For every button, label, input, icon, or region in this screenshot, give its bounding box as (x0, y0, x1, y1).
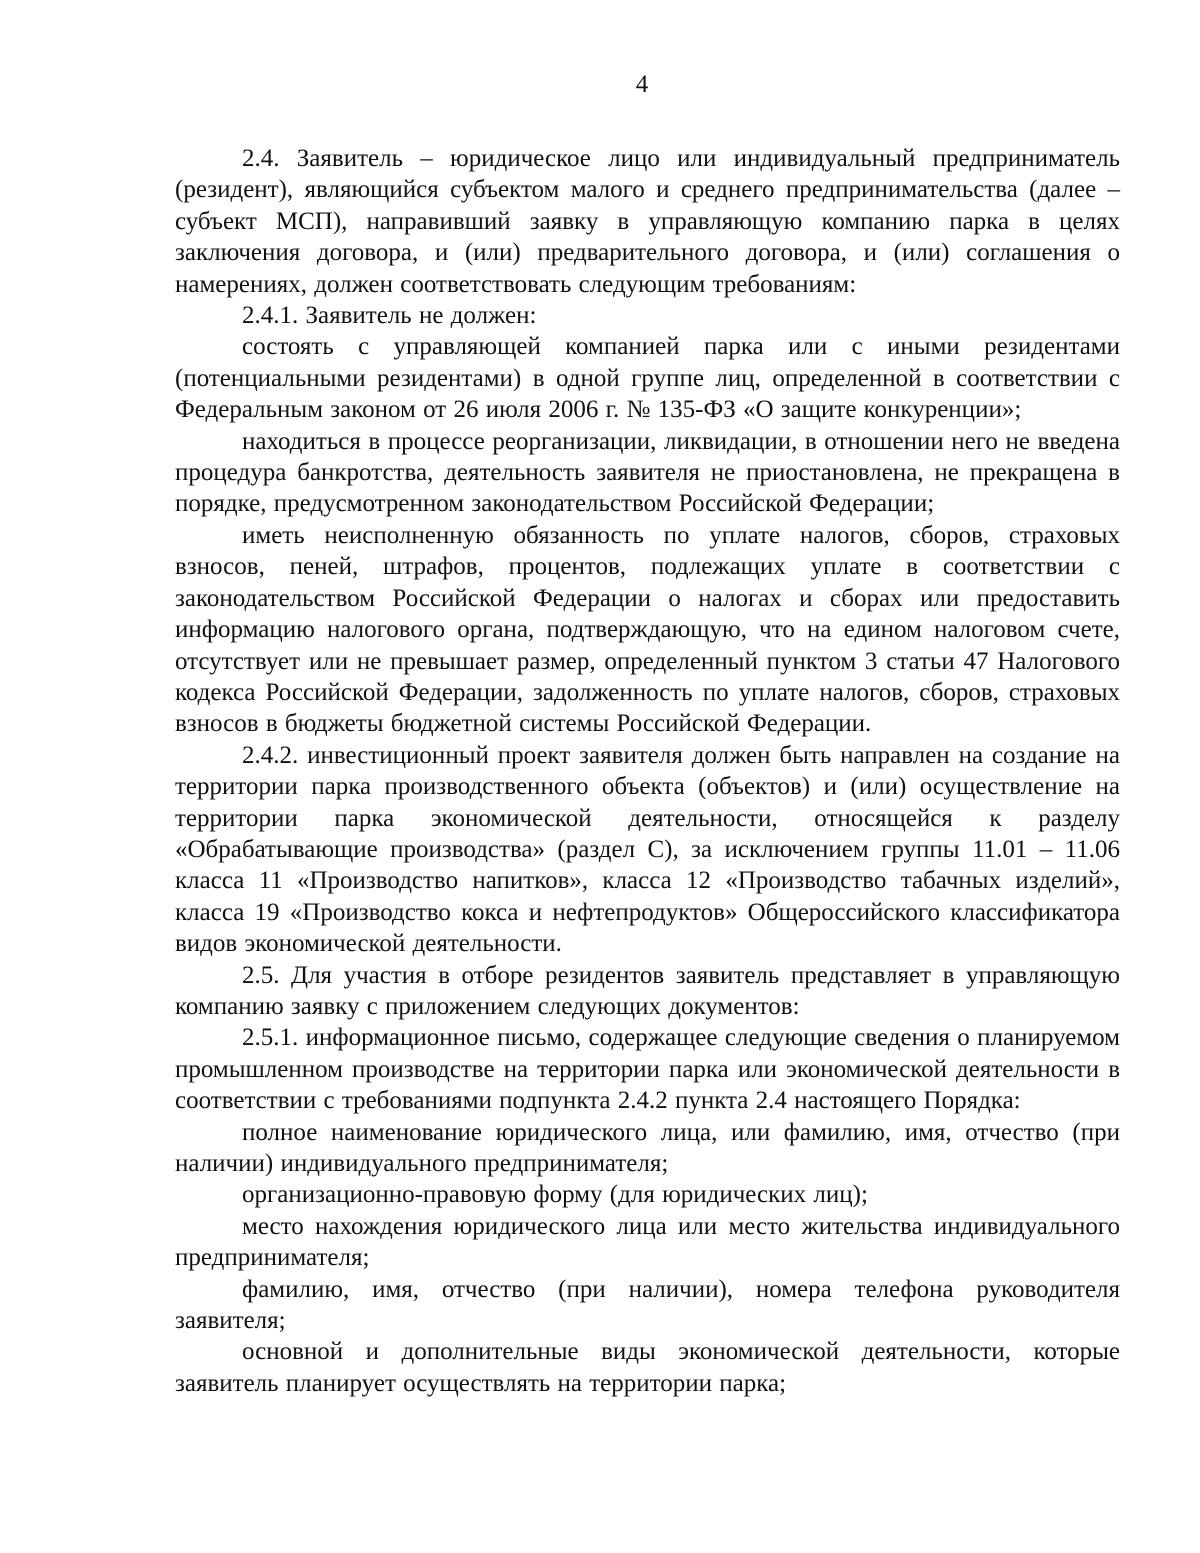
paragraph-reorganization: находиться в процессе реорганизации, ликвидации, в отношении него не введена процедура банкротства, деятельность заявителя не приостановлена, не прекращена в порядке, предусмотренном законодательством Российской Федерации; (175, 427, 1120, 518)
page-number: 4 (635, 71, 649, 98)
paragraph-2-5-1: 2.5.1. информационное письмо, содержащее следующие сведения о планируемом промышленном производстве на территории парка или экономической деятельности в соответствии с требованиями подпункта 2.4.2 пункта 2.4 настоящего Порядка: (175, 1024, 1120, 1115)
paragraph-location: место нахождения юридического лица или место жительства индивидуального предпринимателя; (175, 1212, 1120, 1272)
paragraph-full-name: полное наименование юридического лица, или фамилию, имя, отчество (при наличии) индивидуального предпринимателя; (175, 1118, 1120, 1177)
document-body (175, 143, 1120, 1399)
paragraph-head-contact: фамилию, имя, отчество (при наличии), номера телефона руководителя заявителя; (175, 1275, 1120, 1335)
paragraph-group-of-persons: состоять с управляющей компанией парка или с иными резидентами (потенциальными резидентами) в одной группе лиц, определенной в соответствии с Федеральным законом от 26 июля 2006 г. № 135-ФЗ «О защите конкуренции»; (175, 333, 1120, 424)
paragraph-2-4: 2.4. Заявитель – юридическое лицо или индивидуальный предприниматель (резидент), являющийся субъектом малого и среднего предпринимательства (далее – субъект МСП), направивший заявку в управляющую компанию парка в целях заключения договора, и (или) предварительного договора, и (или) соглашения о намерениях, должен соответствовать следующим требованиям: (175, 145, 1120, 298)
paragraph-2-4-1: 2.4.1. Заявитель не должен: (242, 302, 537, 330)
paragraph-tax-obligations: иметь неисполненную обязанность по уплате налогов, сборов, страховых взносов, пеней, штрафов, процентов, подлежащих уплате в соответствии с законодательством Российской Федерации о налогах и сборах или предоставить информацию налогового органа, подтверждающую, что на едином налоговом счете, отсутствует или не превышает размер, определенный пунктом 3 статьи 47 Налогового кодекса Российской Федерации, задолженность по уплате налогов, сборов, страховых взносов в бюджеты бюджетной системы Российской Федерации. (175, 521, 1120, 738)
paragraph-2-5: 2.5. Для участия в отборе резидентов заявитель представляет в управляющую компанию заявку с приложением следующих документов: (175, 961, 1120, 1020)
paragraph-activity-types: основной и дополнительные виды экономической деятельности, которые заявитель планирует осуществлять на территории парка; (175, 1338, 1120, 1397)
paragraph-legal-form: организационно-правовую форму (для юридических лиц); (242, 1181, 868, 1209)
paragraph-2-4-2: 2.4.2. инвестиционный проект заявителя должен быть направлен на создание на территории парка производственного объекта (объектов) и (или) осуществление на территории парка экономической деятельности, относящейся к разделу «Обрабатывающие производства» (раздел С), за исключением группы 11.01 – 11.06 класса 11 «Производство напитков», класса 12 «Производство табачных изделий», класса 19 «Производство кокса и нефтепродуктов» Общероссийского классификатора видов экономической деятельности. (175, 741, 1120, 958)
